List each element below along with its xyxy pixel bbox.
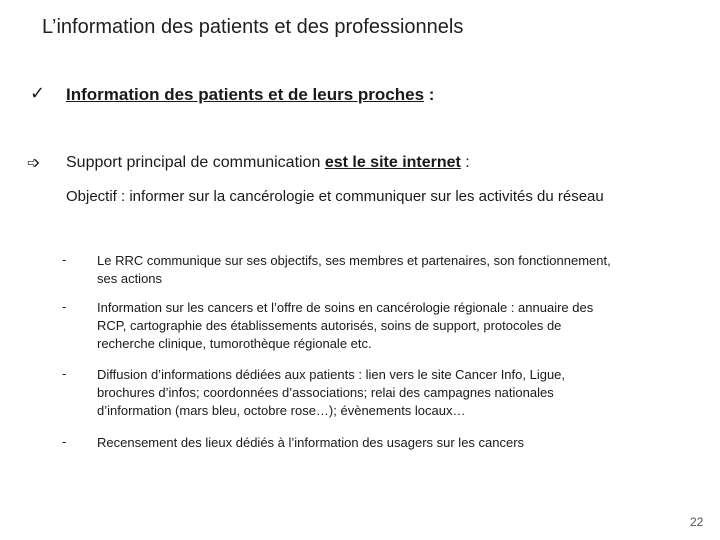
bullet-dash: - — [62, 252, 67, 267]
bullet-line: recherche clinique, tumorothèque régionale etc. — [97, 336, 372, 351]
support-underlined: est le site internet — [324, 154, 461, 171]
checkmark-icon: ✓ — [30, 83, 46, 103]
heading-underlined: Information des patients et de leurs proches — [66, 85, 425, 104]
bullet-line: brochures d’infos; coordonnées d’associations; relai des campagnes nationales — [97, 385, 554, 400]
bullet-text — [97, 252, 682, 288]
support-line — [66, 154, 470, 172]
bullet-line: ses actions — [97, 271, 163, 286]
bullet-text — [97, 299, 682, 353]
objective-line: Objectif : informer sur la cancérologie et communiquer sur les activités du réseau — [66, 188, 604, 205]
hollow-arrow-icon: ➩ — [27, 155, 41, 172]
bullet-line: Le RRC communique sur ses objectifs, ses membres et partenaires, son fonctionnement, — [97, 253, 611, 268]
support-prefix: Support principal de communication — [66, 154, 325, 171]
bullet-dash: - — [62, 299, 67, 314]
bullet-line: Diffusion d’informations dédiées aux patients : lien vers le site Cancer Info, Ligue, — [97, 367, 566, 382]
support-suffix: : — [460, 154, 470, 171]
bullet-line: Recensement des lieux dédiés à l’information des usagers sur les cancers — [97, 435, 525, 450]
bullet-line: d’information (mars bleu, octobre rose…); évènements locaux… — [97, 403, 466, 418]
slide-title: L’information des patients et des professionnels — [42, 16, 464, 38]
page-number: 22 — [690, 515, 704, 529]
heading-suffix: : — [424, 85, 435, 104]
bullet-dash: - — [62, 366, 67, 381]
bullet-text — [97, 434, 682, 452]
bullet-line: RCP, cartographie des établissements autorisés, soins de support, protocoles de — [97, 318, 562, 333]
section-heading — [66, 85, 434, 105]
bullet-text — [97, 366, 682, 420]
bullet-line: Information sur les cancers et l’offre de soins en cancérologie régionale : annuaire des — [97, 300, 594, 315]
bullet-dash: - — [62, 434, 67, 449]
